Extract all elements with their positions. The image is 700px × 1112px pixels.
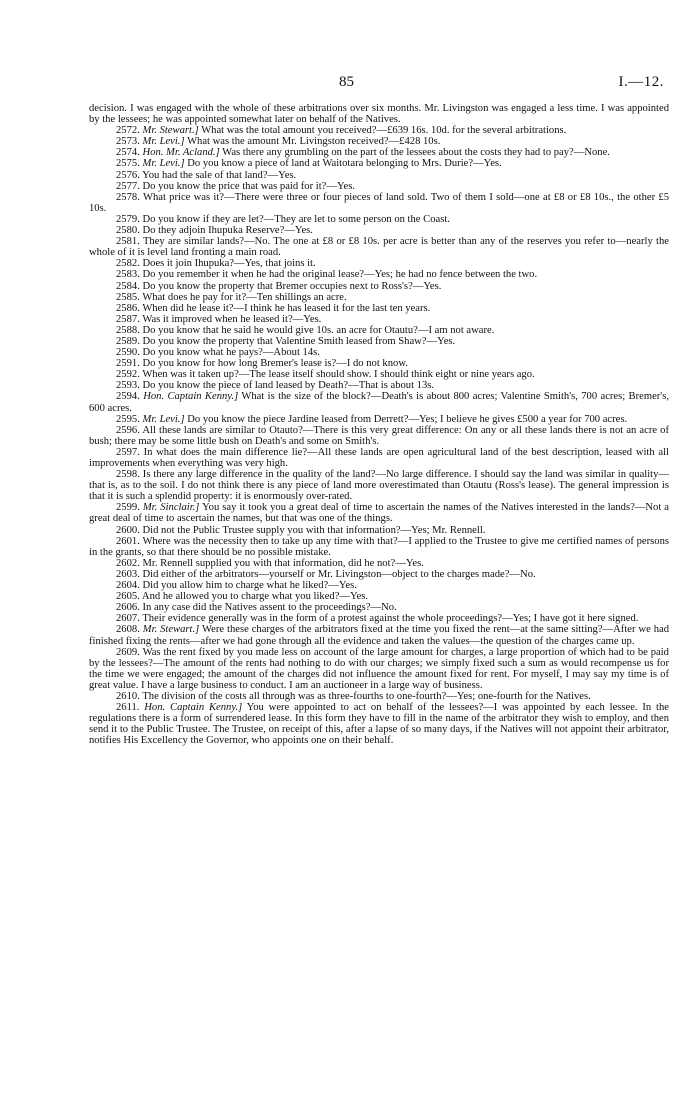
testimony-paragraph [89, 624, 669, 646]
testimony-paragraph [89, 602, 669, 613]
question-number: 2601. [116, 535, 140, 547]
question-number: 2593. [116, 380, 140, 392]
question-number: 2578. [116, 191, 140, 203]
testimony-paragraph [89, 580, 669, 591]
testimony-paragraph [89, 181, 669, 192]
speaker-name: Mr. Levi.] [142, 136, 185, 148]
testimony-paragraph [89, 502, 669, 524]
paragraph-text: What price was it?—There were three or four pieces of land sold. Two of them I sold—one at £8 or £8 10s., the other £5 10s. [89, 191, 669, 214]
paragraph-text: You say it took you a great deal of time to ascertain the names of the Natives interested in the lands?—Not a great deal of time to ascertain the names, but that was one of the things. [89, 502, 669, 525]
paragraph-text: Do you know the property that Bremer occupies next to Ross's?—Yes. [142, 280, 442, 292]
testimony-paragraph [89, 391, 669, 413]
paragraph-text: Do you know the piece of land leased by Death?—That is about 13s. [142, 380, 435, 392]
testimony-paragraph [89, 691, 669, 702]
document-body [89, 103, 669, 746]
testimony-paragraph [89, 225, 669, 236]
testimony-paragraph [89, 647, 669, 691]
speaker-name: Hon. Captain Kenny.] [144, 702, 243, 714]
question-number: 2598. [116, 469, 140, 481]
paragraph-text: Do you remember it when he had the original lease?—Yes; he had no fence between the two. [142, 269, 538, 281]
paragraph-text: Do you know for how long Bremer's lease is?—I do not know. [142, 358, 408, 370]
paragraph-text: Do you know that he said he would give 10s. an acre for Otautu?—I am not aware. [142, 324, 495, 336]
question-number: 2590. [116, 347, 140, 359]
speaker-name: Mr. Levi.] [142, 158, 185, 170]
question-number: 2576. [116, 169, 140, 181]
testimony-paragraph [89, 347, 669, 358]
paragraph-text: In what does the main difference lie?—All these lands are open agricultural land of the best description, leased with all improvements when everything was very high. [89, 446, 669, 469]
testimony-paragraph [89, 613, 669, 624]
question-number: 2592. [116, 369, 140, 381]
paragraph-text: Is there any large difference in the quality of the land?—No large difference. I should say the land was similar in quality—that is, as to the soil. I do not think there is any piece of land more overestimated than Otautu (Ross's lease). The general impression is that it is such a splendid property: it is enormously over-rated. [89, 469, 669, 503]
question-number: 2584. [116, 280, 140, 292]
paragraph-text: They are similar lands?—No. The one at £8 or £8 10s. per acre is better than any of the reserves you refer to—nearly the whole of it is level land fronting a main road. [89, 236, 669, 259]
paragraph-text: Was it improved when he leased it?—Yes. [142, 313, 322, 325]
question-number: 2580. [116, 225, 140, 237]
question-number: 2572. [116, 125, 140, 137]
testimony-paragraph [89, 447, 669, 469]
testimony-paragraph [89, 558, 669, 569]
paragraph-text: What does he pay for it?—Ten shillings an acre. [142, 291, 347, 303]
testimony-paragraph [89, 469, 669, 502]
speaker-name: Mr. Levi.] [142, 413, 185, 425]
paragraph-text: What was the amount Mr. Livingston received?—£428 10s. [187, 136, 441, 148]
paragraph-text: Was the rent fixed by you made less on account of the large amount for charges, a large proportion of which had to be paid by the lessees?—The amount of the rents had nothing to do with our charges; we simply fixed such a sum as would recompense us for the time we were engaged; the amount of the charges did not influence the amount fixed for rent. For myself, I may say my time is of great value. I have a large business to conduct. I am an auctioneer in a large way of business. [89, 646, 669, 691]
question-number: 2600. [116, 524, 140, 536]
paragraph-text: All these lands are similar to Otauto?—There is this very great difference: On any or all these lands there is not an acre of bush; there may be some little bush on Death's and some on Smith's. [89, 424, 669, 447]
question-number: 2589. [116, 335, 140, 347]
speaker-name: Hon. Captain Kenny.] [143, 391, 239, 403]
question-number: 2611. [116, 702, 140, 714]
paragraph-text: Do they adjoin Ihupuka Reserve?—Yes. [142, 225, 313, 237]
testimony-paragraph [89, 158, 669, 169]
testimony-paragraph [89, 314, 669, 325]
question-number: 2591. [116, 358, 140, 370]
testimony-paragraph [89, 258, 669, 269]
question-number: 2583. [116, 269, 140, 281]
testimony-paragraph [89, 269, 669, 280]
question-number: 2595. [116, 413, 140, 425]
testimony-paragraph [89, 136, 669, 147]
paper-reference: I.—12. [618, 74, 664, 90]
paragraph-text: Their evidence generally was in the form of a protest against the whole proceedings?—Yes; I have got it here signed. [142, 613, 639, 625]
paragraph-text: Do you know the piece Jardine leased from Derrett?—Yes; I believe he gives £500 a year for 700 acres. [187, 413, 628, 425]
testimony-paragraph [89, 325, 669, 336]
question-number: 2587. [116, 313, 140, 325]
paragraph-text: Do you know the price that was paid for it?—Yes. [142, 180, 356, 192]
testimony-paragraph [89, 147, 669, 158]
question-number: 2579. [116, 213, 140, 225]
question-number: 2603. [116, 568, 140, 580]
testimony-paragraph [89, 380, 669, 391]
testimony-paragraph [89, 236, 669, 258]
page-header [0, 74, 700, 94]
question-number: 2573. [116, 136, 140, 148]
testimony-paragraph [89, 281, 669, 292]
question-number: 2582. [116, 258, 140, 270]
question-number: 2608. [116, 624, 140, 636]
testimony-paragraph [89, 358, 669, 369]
paragraph-text: Where was the necessity then to take up any time with that?—I applied to the Trustee to give me certified names of persons in the grants, so that there should be no possible mistake. [89, 535, 669, 558]
testimony-paragraph [89, 303, 669, 314]
paragraph-text: Do you know if they are let?—They are let to some person on the Coast. [142, 213, 450, 225]
page-number: 85 [339, 74, 354, 90]
testimony-paragraph [89, 591, 669, 602]
paragraph-text: And he allowed you to charge what you liked?—Yes. [141, 591, 369, 603]
paragraph-text: Do you know the property that Valentine Smith leased from Shaw?—Yes. [142, 335, 456, 347]
paragraph-text: What was the total amount you received?—£639 16s. 10d. for the several arbitrations. [201, 125, 567, 137]
testimony-paragraph [89, 702, 669, 746]
testimony-paragraph [89, 214, 669, 225]
testimony-paragraph [89, 414, 669, 425]
paragraph-text: In any case did the Natives assent to the proceedings?—No. [142, 602, 397, 614]
paragraph-text: Do you know a piece of land at Waitotara belonging to Mrs. Durie?—Yes. [187, 158, 502, 170]
question-number: 2604. [116, 580, 140, 592]
speaker-name: Hon. Mr. Acland.] [142, 147, 220, 159]
question-number: 2588. [116, 324, 140, 336]
paragraph-text: What is the size of the block?—Death's is about 800 acres; Valentine Smith's, 700 acres; Bremer's, 600 acres. [89, 391, 669, 414]
paragraph-text: decision. I was engaged with the whole of these arbitrations over six months. Mr. Livingston was engaged a less time. I was appointed by the lessees; he was appointed somewhat later on behalf of the Natives. [89, 103, 669, 126]
paragraph-text: Mr. Rennell supplied you with that information, did he not?—Yes. [142, 557, 424, 569]
paragraph-text: Did not the Public Trustee supply you with that information?—Yes; Mr. Rennell. [142, 524, 486, 536]
question-number: 2609. [116, 646, 140, 658]
paragraph-text: Were these charges of the arbitrators fixed at the time you fixed the rent—at the same sitting?—After we had finished fixing the rents—after we had gone through all the evidence and taken the values—the question of the charges came up. [89, 624, 670, 647]
speaker-name: Mr. Stewart.] [142, 624, 200, 636]
question-number: 2597. [116, 446, 140, 458]
continued-paragraph [89, 103, 669, 125]
paragraph-text: Do you know what he pays?—About 14s. [142, 347, 320, 359]
question-number: 2606. [116, 602, 140, 614]
question-number: 2599. [116, 502, 140, 514]
paragraph-text: Did you allow him to charge what he liked?—Yes. [142, 580, 357, 592]
paragraph-text: You had the sale of that land?—Yes. [142, 169, 297, 181]
speaker-name: Mr. Stewart.] [142, 125, 199, 137]
question-number: 2586. [116, 302, 140, 314]
question-number: 2594. [116, 391, 140, 403]
paragraph-text: Was there any grumbling on the part of the lessees about the costs they had to pay?—None. [222, 147, 610, 159]
testimony-paragraph [89, 525, 669, 536]
testimony-paragraph [89, 292, 669, 303]
paragraph-text: Did either of the arbitrators—yourself or Mr. Livingston—object to the charges made?—No. [142, 568, 536, 580]
question-number: 2596. [116, 424, 140, 436]
question-number: 2575. [116, 158, 140, 170]
paragraph-text: The division of the costs all through was as three-fourths to one-fourth?—Yes; one-fourth for the Natives. [142, 690, 591, 702]
testimony-paragraph [89, 569, 669, 580]
question-number: 2602. [116, 557, 140, 569]
question-number: 2605. [116, 591, 140, 603]
question-number: 2610. [116, 690, 140, 702]
paragraph-text: When was it taken up?—The lease itself should show. I should think eight or nine years ago. [142, 369, 535, 381]
question-number: 2577. [116, 180, 140, 192]
testimony-paragraph [89, 192, 669, 214]
testimony-paragraph [89, 369, 669, 380]
question-number: 2607. [116, 613, 140, 625]
testimony-paragraph [89, 536, 669, 558]
question-number: 2574. [116, 147, 140, 159]
question-number: 2585. [116, 291, 140, 303]
question-number: 2581. [116, 236, 140, 248]
testimony-paragraph [89, 170, 669, 181]
testimony-paragraph [89, 125, 669, 136]
paragraph-text: Does it join Ihupuka?—Yes, that joins it. [142, 258, 316, 270]
testimony-paragraph [89, 336, 669, 347]
paragraph-text: You were appointed to act on behalf of the lessees?—I was appointed by each lessee. In the regulations there is a form of surrendered lease. In this form they have to fill in the name of the arbitrator they wish to employ, and then send it to the Public Trustee. The Trustee, on receipt of this, after a lapse of so many days, if the Natives will not appoint their arbitrator, notifies His Excellency the Governor, who appoints one on their behalf. [89, 702, 669, 747]
testimony-paragraph [89, 425, 669, 447]
speaker-name: Mr. Sinclair.] [142, 502, 200, 514]
paragraph-text: When did he lease it?—I think he has leased it for the last ten years. [142, 302, 431, 314]
